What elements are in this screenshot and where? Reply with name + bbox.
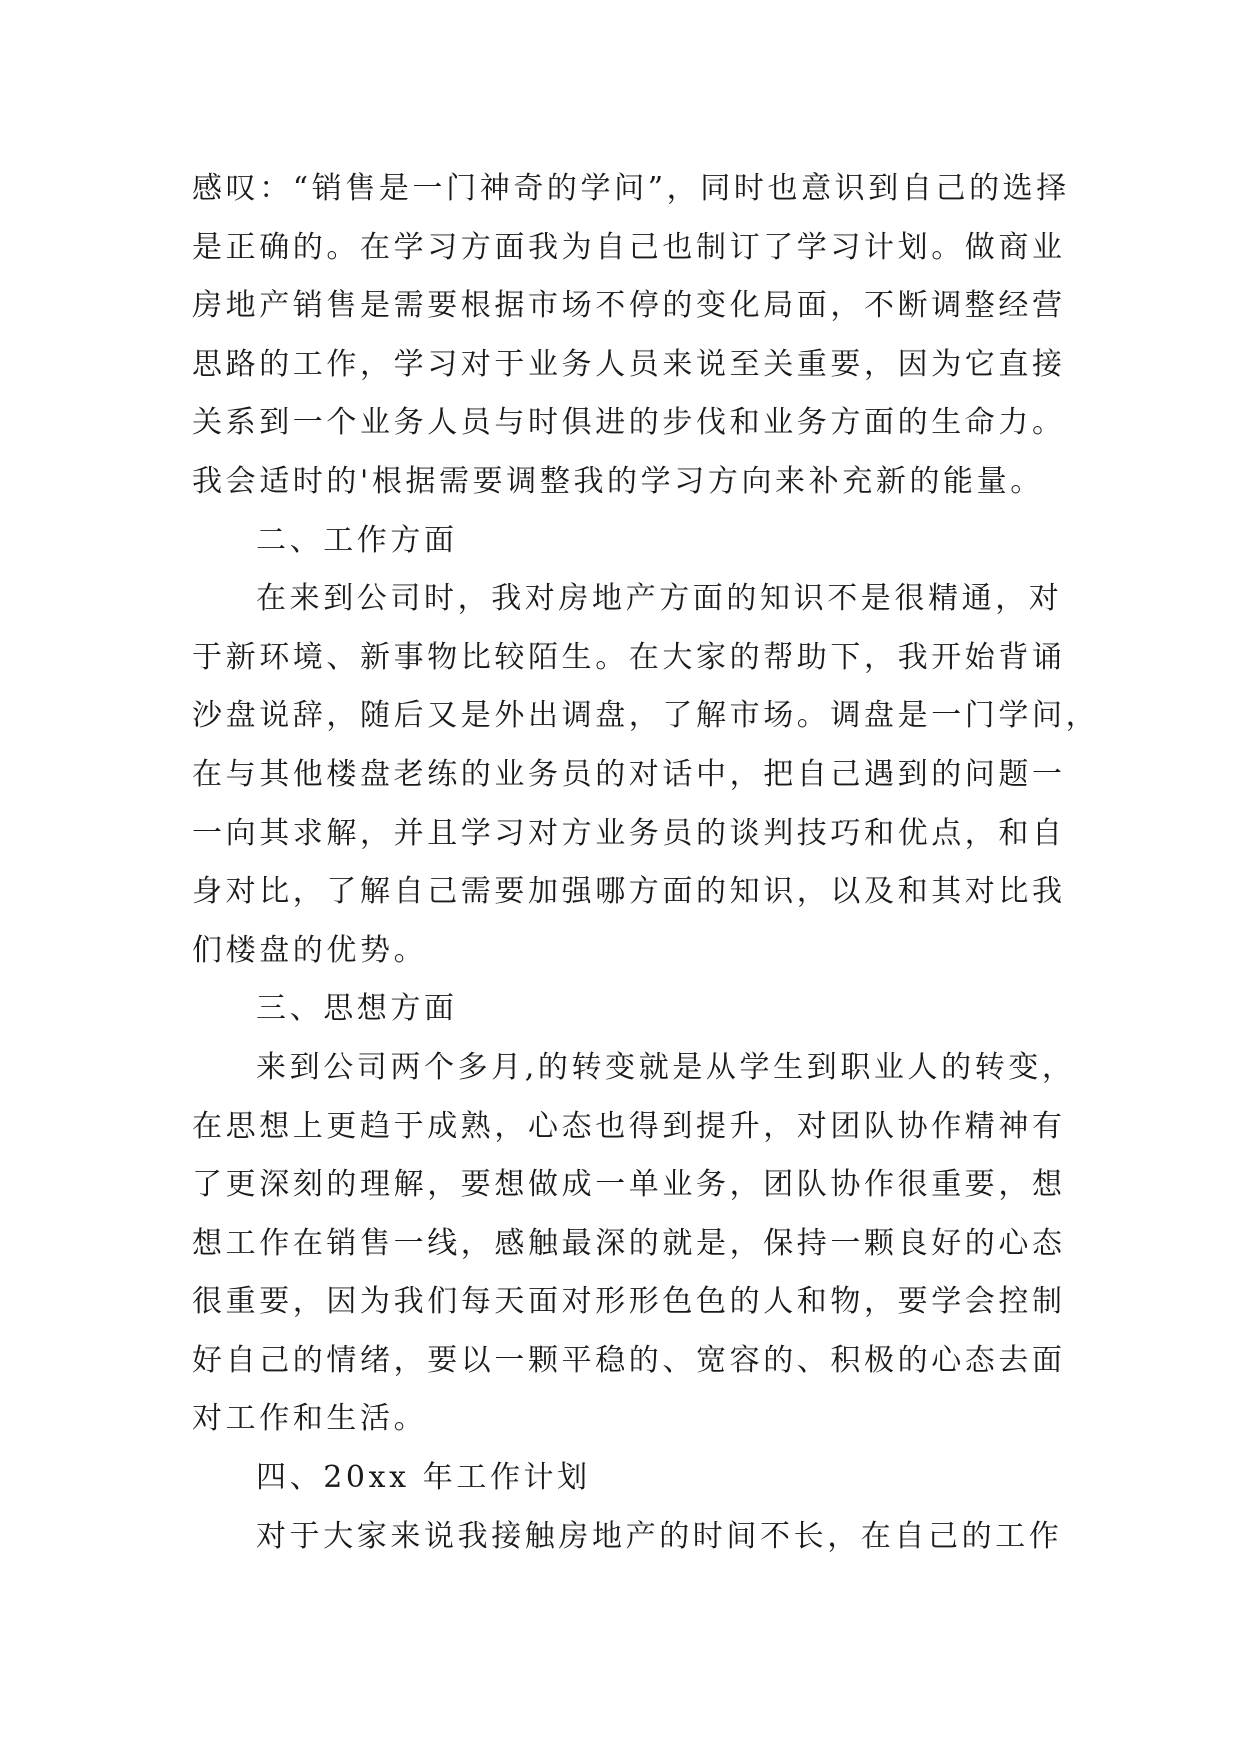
text-line: 关系到一个业务人员与时俱进的步伐和业务方面的生命力。 xyxy=(192,405,1066,441)
text-line: 一向其求解，并且学习对方业务员的谈判技巧和优点，和自 xyxy=(192,815,1066,851)
text-line: 来到公司两个多月,的转变就是从学生到职业人的转变， xyxy=(256,1049,1076,1085)
text-line: 我会适时的'根据需要调整我的学习方向来补充新的能量。 xyxy=(192,463,1044,499)
text-line: 在来到公司时，我对房地产方面的知识不是很精通，对 xyxy=(256,581,1063,617)
text-line: 房地产销售是需要根据市场不停的变化局面，不断调整经营 xyxy=(192,288,1066,324)
section-heading-thinking: 三、思想方面 xyxy=(256,991,458,1027)
text-line: 们楼盘的优势。 xyxy=(192,932,428,968)
text-line: 身对比，了解自己需要加强哪方面的知识，以及和其对比我 xyxy=(192,874,1066,910)
text-line: 感叹：“销售是一门神奇的学问”，同时也意识到自己的选择 xyxy=(192,171,1070,206)
text-line: 是正确的。在学习方面我为自己也制订了学习计划。做商业 xyxy=(192,229,1066,265)
text-line: 了更深刻的理解，要想做成一单业务，团队协作很重要，想 xyxy=(192,1167,1066,1203)
text-line: 好自己的情绪，要以一颗平稳的、宽容的、积极的心态去面 xyxy=(192,1342,1066,1378)
section-heading-plan: 四、20xx 年工作计划 xyxy=(256,1460,591,1496)
text-line: 沙盘说辞，随后又是外出调盘，了解市场。调盘是一门学问， xyxy=(192,698,1100,734)
text-line: 于新环境、新事物比较陌生。在大家的帮助下，我开始背诵 xyxy=(192,639,1066,675)
text-line: 对工作和生活。 xyxy=(192,1401,428,1437)
section-heading-work: 二、工作方面 xyxy=(256,522,458,558)
text-line: 很重要，因为我们每天面对形形色色的人和物，要学会控制 xyxy=(192,1284,1066,1320)
text-line: 想工作在销售一线，感触最深的就是，保持一颗良好的心态 xyxy=(192,1225,1066,1261)
text-line: 在与其他楼盘老练的业务员的对话中，把自己遇到的问题一 xyxy=(192,756,1066,792)
text-line: 思路的工作，学习对于业务人员来说至关重要，因为它直接 xyxy=(192,346,1066,382)
text-line: 在思想上更趋于成熟，心态也得到提升，对团队协作精神有 xyxy=(192,1108,1066,1144)
text-line: 对于大家来说我接触房地产的时间不长，在自己的工作 xyxy=(256,1518,1063,1554)
